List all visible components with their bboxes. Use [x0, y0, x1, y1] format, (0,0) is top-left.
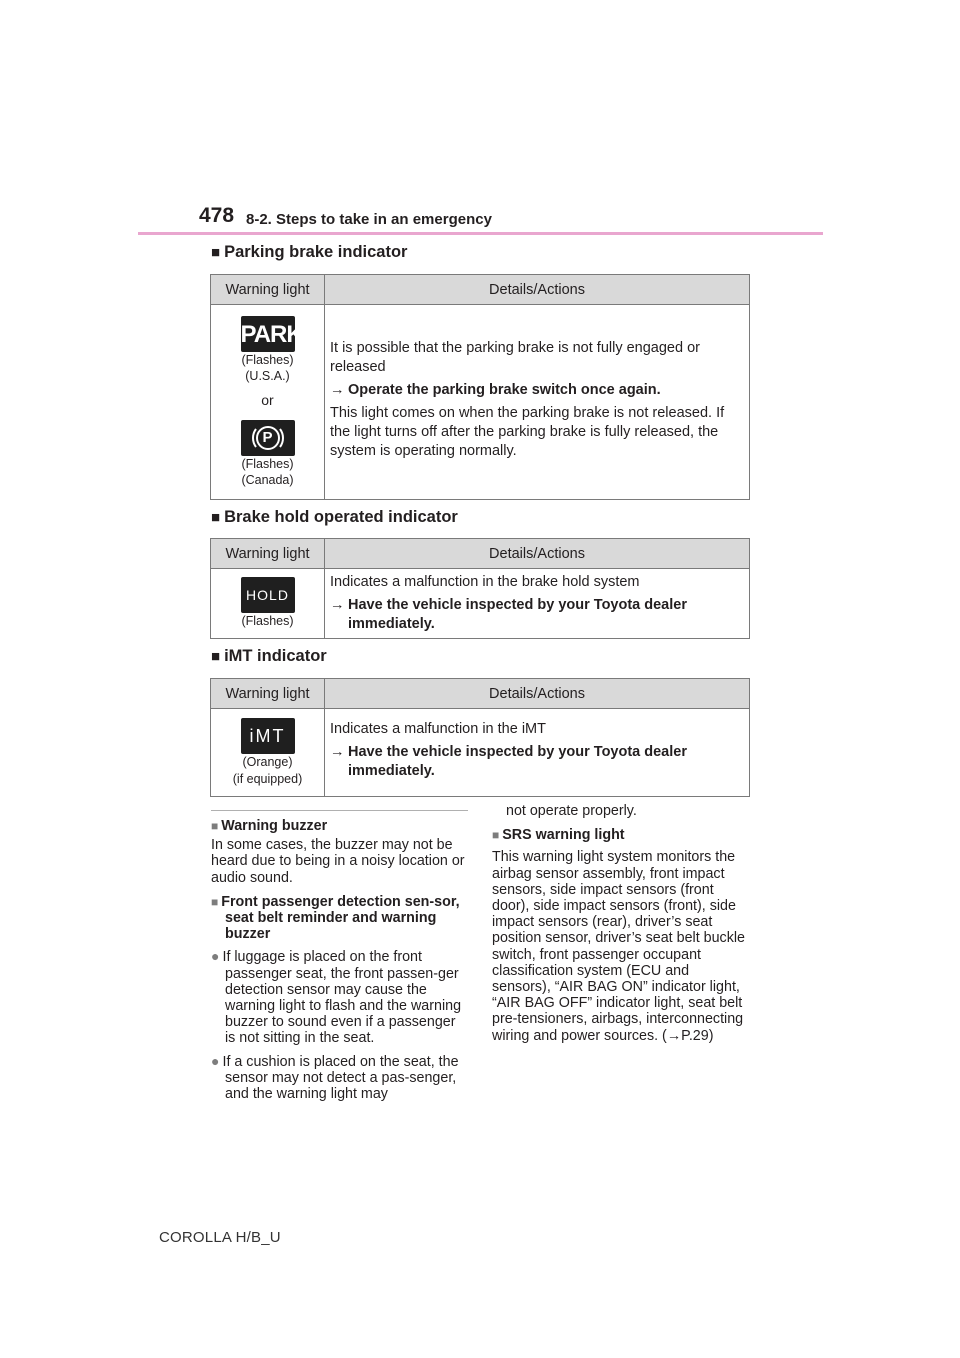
- header-warning-light: Warning light: [211, 679, 325, 709]
- header-details: Details/Actions: [325, 275, 750, 305]
- arrow-icon: →: [666, 1027, 682, 1044]
- icon-caption: (Flashes): [241, 614, 294, 629]
- header-warning-light: Warning light: [211, 539, 325, 569]
- front-passenger-bullet: ● If a cushion is placed on the seat, the sensor may not detect a pas-senger, and the warning light may: [211, 1052, 459, 1103]
- page-number: 478: [199, 204, 235, 227]
- buzzer-heading: ■ Warning buzzer: [211, 818, 328, 834]
- section-header: 8-2. Steps to take in an emergency: [246, 211, 492, 228]
- icon-caption: (Flashes): [241, 353, 294, 367]
- icon-caption: (if equipped): [232, 771, 303, 786]
- action-text: → Operate the parking brake switch once again.: [330, 382, 661, 399]
- detail-text: Indicates a malfunction in the brake hold system: [330, 574, 640, 590]
- imt-icon-cell: [211, 709, 325, 797]
- icon-caption: (Canada): [241, 472, 294, 487]
- detail-text: Indicates a malfunction in the iMT: [330, 721, 546, 737]
- action-text: → Have the vehicle inspected by your Toyota dealer immediately.: [330, 596, 687, 632]
- square-bullet-icon: ■: [211, 244, 221, 261]
- buzzer-text: In some cases, the buzzer may not be heard due to being in a noisy location or audio sound.: [211, 837, 465, 886]
- notes-right-column: [492, 803, 750, 1044]
- imt-table: [210, 678, 750, 797]
- square-bullet-icon: ■: [211, 648, 221, 665]
- srs-heading: ■ SRS warning light: [492, 827, 625, 844]
- header-warning-light: Warning light: [211, 275, 325, 305]
- notes-left-column: [211, 818, 469, 1102]
- bullet-continuation: not operate properly.: [506, 803, 637, 819]
- icon-caption: (Orange): [242, 755, 293, 770]
- icon-caption: (Flashes): [241, 456, 294, 471]
- square-bullet-icon: ■: [211, 894, 219, 909]
- arrow-icon: →: [330, 743, 345, 760]
- footer-model: COROLLA H/B_U: [159, 1229, 281, 1246]
- square-bullet-icon: ■: [211, 509, 221, 526]
- header-rule: [138, 232, 823, 235]
- header-details: Details/Actions: [325, 679, 750, 709]
- brake-hold-title: ■ Brake hold operated indicator: [211, 508, 458, 526]
- square-bullet-icon: ■: [492, 828, 500, 843]
- srs-text: This warning light system monitors the airbag sensor assembly, front impact sensors, side impact sensors (front door), side impact sensors (front), side impact sensors (rear), driver’s seat position sensor, driver’s seat belt buckle switch, front passenger occupant classification system (ECU and sensors), “AIR BAG ON” indicator light, “AIR BAG OFF” indicator light, seat belt pre-tensioners, airbags, interconnecting wiring and power sources. (→P.29): [492, 849, 745, 1044]
- action-text: → Have the vehicle inspected by your Toyota dealer immediately.: [330, 743, 687, 779]
- notes-divider: [211, 810, 468, 811]
- parking-details-cell: [325, 305, 750, 500]
- circle-bullet-icon: ●: [211, 1052, 220, 1069]
- circle-bullet-icon: ●: [211, 948, 220, 965]
- imt-indicator-icon: iMT: [241, 718, 295, 754]
- or-label: or: [261, 391, 274, 408]
- hold-icon-cell: [211, 569, 325, 639]
- arrow-icon: →: [330, 596, 345, 613]
- imt-title: ■ iMT indicator: [211, 647, 327, 665]
- parking-icon-cell: [211, 305, 325, 500]
- detail-text: This light comes on when the parking brake is not released. If the light turns off after the parking brake is fully released, the system is operating normally.: [330, 405, 725, 459]
- hold-indicator-icon: HOLD: [241, 577, 295, 613]
- park-indicator-icon: PARK: [241, 316, 295, 352]
- arrow-icon: →: [330, 382, 345, 399]
- page-reference[interactable]: P.29): [681, 1027, 714, 1044]
- front-passenger-heading: ■ Front passenger detection sen-sor, seat belt reminder and warning buzzer: [211, 893, 460, 943]
- front-passenger-bullet: ● If luggage is placed on the front passenger seat, the front passen-ger detection sensor may cause the warning light to flash and the warning buzzer to sound even if a passenger is not sitting in the seat.: [211, 948, 462, 1047]
- header-details: Details/Actions: [325, 539, 750, 569]
- detail-text: It is possible that the parking brake is not fully engaged or released: [330, 340, 700, 376]
- icon-caption: (U.S.A.): [245, 369, 290, 384]
- parking-brake-table: [210, 274, 750, 500]
- brake-hold-table: [210, 538, 750, 639]
- parking-brake-title: ■ Parking brake indicator: [211, 243, 408, 261]
- imt-details-cell: [325, 709, 750, 797]
- square-bullet-icon: ■: [211, 819, 219, 833]
- hold-details-cell: [325, 569, 750, 639]
- p-circle-indicator-icon: P: [241, 420, 295, 456]
